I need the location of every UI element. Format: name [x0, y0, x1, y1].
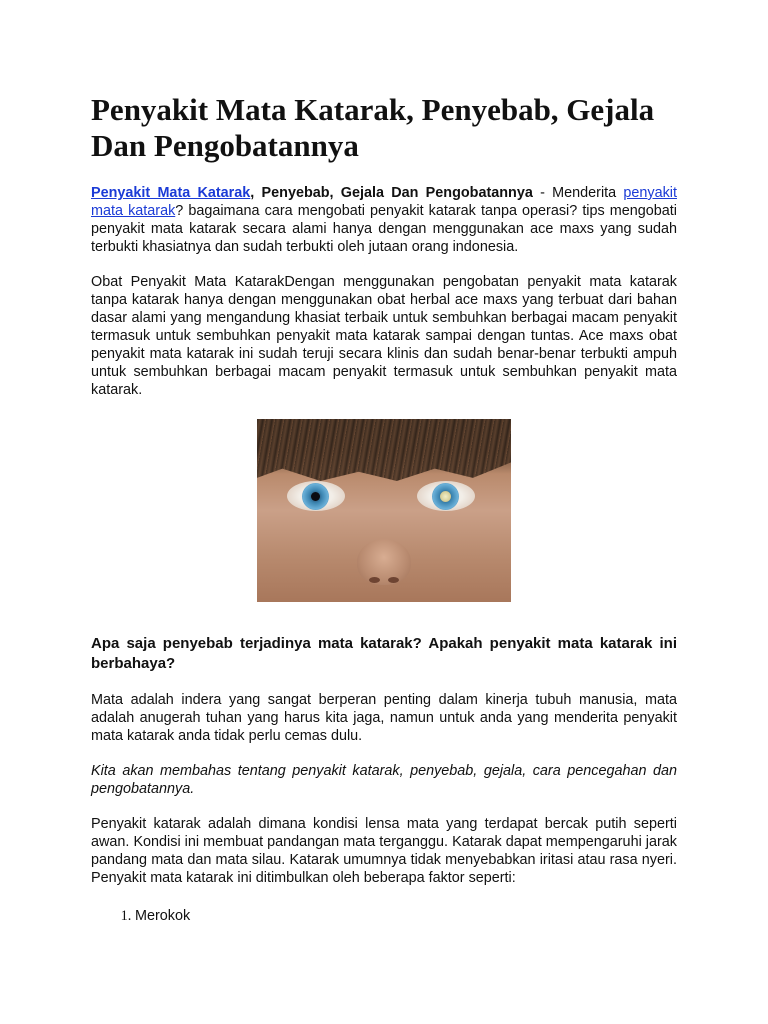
list-item: [135, 907, 677, 925]
cataract-eye-photo: [257, 419, 511, 602]
intro-bold-text: , Penyebab, Gejala Dan Pengobatannya: [250, 185, 533, 201]
intro-text-2: ? bagaimana cara mengobati penyakit katarak tanpa operasi? tips mengobati penyakit mata katarak secara alami hanya dengan menggunakan ace maxs yang sudah terbukti khasiatnya dan sudah terbukti oleh jutaan orang indonesia.: [91, 203, 677, 255]
intro-text-1: - Menderita: [532, 185, 624, 201]
photo-cataract-pupil: [440, 491, 451, 502]
cause-list: [91, 907, 677, 925]
italic-paragraph: Kita akan membahas tentang penyakit katarak, penyebab, gejala, cara pencegahan dan pengobatannya.: [91, 763, 677, 797]
paragraph-obat: Obat Penyakit Mata KatarakDengan menggunakan pengobatan penyakit mata katarak tanpa katarak hanya dengan menggunakan obat herbal ace maxs yang terbuat dari bahan dasar alami yang mengandung khasiat terbaik untuk sembuhkan berbagai macam penyakit termasuk untuk sembuhkan penyakit mata katarak sampai dengan tuntas. Ace maxs obat penyakit mata katarak ini sudah teruji secara klinis dan sudah benar-benar terbukti ampuh untuk sembuhkan berbagai macam penyakit termasuk untuk sembuhkan penyakit mata katarak.: [91, 274, 677, 398]
photo-nostril-left: [369, 577, 380, 583]
intro-paragraph: [91, 184, 677, 256]
link-penyakit-mata-katarak-2[interactable]: penyakit mata katarak: [91, 185, 678, 219]
paragraph-katarak: Penyakit katarak adalah dimana kondisi lensa mata yang terdapat bercak putih seperti awan. Kondisi ini membuat pandangan mata terganggu. Katarak dapat mempengaruhi jarak pandang mata dan mata silau. Katarak umumnya tidak menyebabkan iritasi atau rasa nyeri. Penyakit mata katarak ini ditimbulkan oleh beberapa faktor seperti:: [91, 816, 677, 886]
photo-container: [91, 419, 677, 602]
link-penyakit-mata-katarak[interactable]: Penyakit Mata Katarak: [91, 185, 251, 201]
photo-left-eye: [287, 481, 345, 511]
photo-hair: [257, 419, 511, 481]
photo-nostril-right: [388, 577, 399, 583]
list-item-text: Merokok: [135, 908, 191, 924]
photo-nose: [357, 539, 411, 585]
article-title: Penyakit Mata Katarak, Penyebab, Gejala Dan Pengobatannya: [91, 92, 655, 163]
paragraph-mata: Mata adalah indera yang sangat berperan penting dalam kinerja tubuh manusia, mata adalah anugerah tuhan yang harus kita jaga, namun untuk anda yang menderita penyakit mata katarak anda tidak perlu cemas dulu.: [91, 692, 677, 744]
section-heading: Apa saja penyebab terjadinya mata katarak? Apakah penyakit mata katarak ini berbahaya?: [91, 635, 677, 672]
photo-left-pupil: [311, 492, 320, 501]
photo-left-iris: [302, 483, 329, 510]
photo-right-iris: [432, 483, 459, 510]
photo-right-eye: [417, 481, 475, 511]
